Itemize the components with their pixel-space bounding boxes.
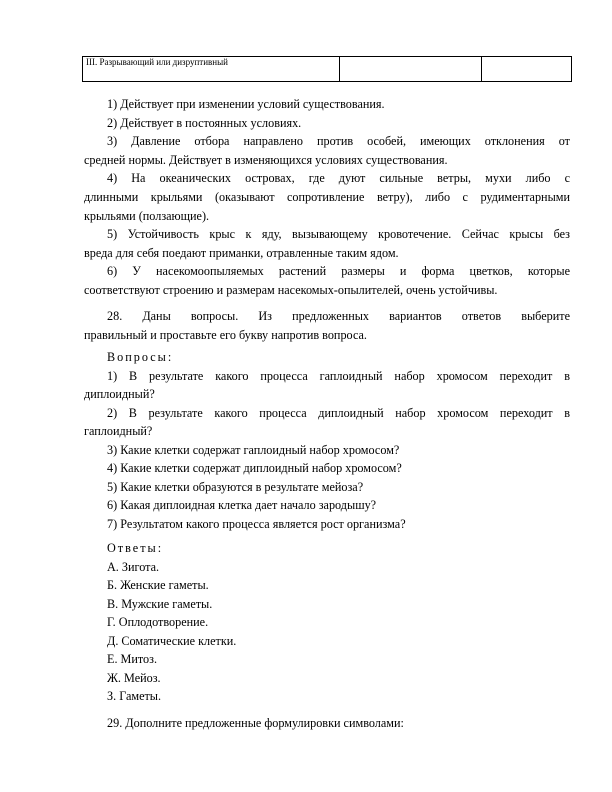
answer-line: Е. Митоз. bbox=[107, 652, 158, 666]
example-line: 3) Давление отбора направлено против особей, имеющих отклонения от bbox=[107, 134, 570, 148]
answer-line: Б. Женские гаметы. bbox=[107, 578, 209, 592]
question-line: гаплоидный? bbox=[84, 424, 153, 438]
example-line: 6) У насекомоопыляемых растений размеры и форма цветков, которые bbox=[107, 264, 570, 278]
answer-line: З. Гаметы. bbox=[107, 689, 162, 703]
table-row bbox=[83, 57, 572, 82]
question-line: 7) Результатом какого процесса является рост организма? bbox=[107, 517, 406, 531]
question-line: 5) Какие клетки образуются в результате мейоза? bbox=[107, 480, 364, 494]
question-line: 2) В результате какого процесса диплоидный набор хромосом переходит в bbox=[107, 406, 570, 420]
question-line: 6) Какая диплоидная клетка дает начало зародышу? bbox=[107, 498, 377, 512]
table-cell-empty bbox=[482, 57, 572, 82]
answer-line: Д. Соматические клетки. bbox=[107, 634, 237, 648]
question-line: диплоидный? bbox=[84, 387, 155, 401]
questions-heading: Вопросы: bbox=[107, 350, 174, 364]
example-line: 5) Устойчивость крыс к яду, вызывающему кровотечение. Сейчас крысы без bbox=[107, 227, 570, 241]
example-line: вреда для себя поедают приманки, отравленные таким ядом. bbox=[84, 246, 399, 260]
example-line: длинными крыльями (оказывают сопротивление ветру), либо с рудиментарными bbox=[84, 190, 570, 204]
task28-intro: правильный и проставьте его букву напротив вопроса. bbox=[84, 328, 367, 342]
example-line: 2) Действует в постоянных условиях. bbox=[107, 116, 302, 130]
question-line: 3) Какие клетки содержат гаплоидный набор хромосом? bbox=[107, 443, 400, 457]
table-cell-empty bbox=[340, 57, 482, 82]
answer-line: Г. Оплодотворение. bbox=[107, 615, 209, 629]
table-cell-label: III. Разрывающий или дизруптивный bbox=[83, 57, 340, 82]
answer-line: А. Зигота. bbox=[107, 560, 160, 574]
example-line: 1) Действует при изменении условий существования. bbox=[107, 97, 385, 111]
example-line: 4) На океанических островах, где дуют сильные ветры, мухи либо с bbox=[107, 171, 570, 185]
task28-intro: 28. Даны вопросы. Из предложенных вариантов ответов выберите bbox=[107, 309, 570, 323]
task29-intro: 29. Дополните предложенные формулировки символами: bbox=[107, 716, 404, 730]
question-line: 1) В результате какого процесса гаплоидный набор хромосом переходит в bbox=[107, 369, 570, 383]
answer-line: Ж. Мейоз. bbox=[107, 671, 161, 685]
example-line: соответствуют строению и размерам насекомых-опылителей, очень устойчивы. bbox=[84, 283, 498, 297]
answer-line: В. Мужские гаметы. bbox=[107, 597, 213, 611]
answers-heading: Ответы: bbox=[107, 541, 164, 555]
example-line: средней нормы. Действует в изменяющихся условиях существования. bbox=[84, 153, 448, 167]
example-line: крыльями (ползающие). bbox=[84, 209, 210, 223]
question-line: 4) Какие клетки содержат диплоидный набор хромосом? bbox=[107, 461, 402, 475]
selection-types-table bbox=[82, 56, 572, 82]
